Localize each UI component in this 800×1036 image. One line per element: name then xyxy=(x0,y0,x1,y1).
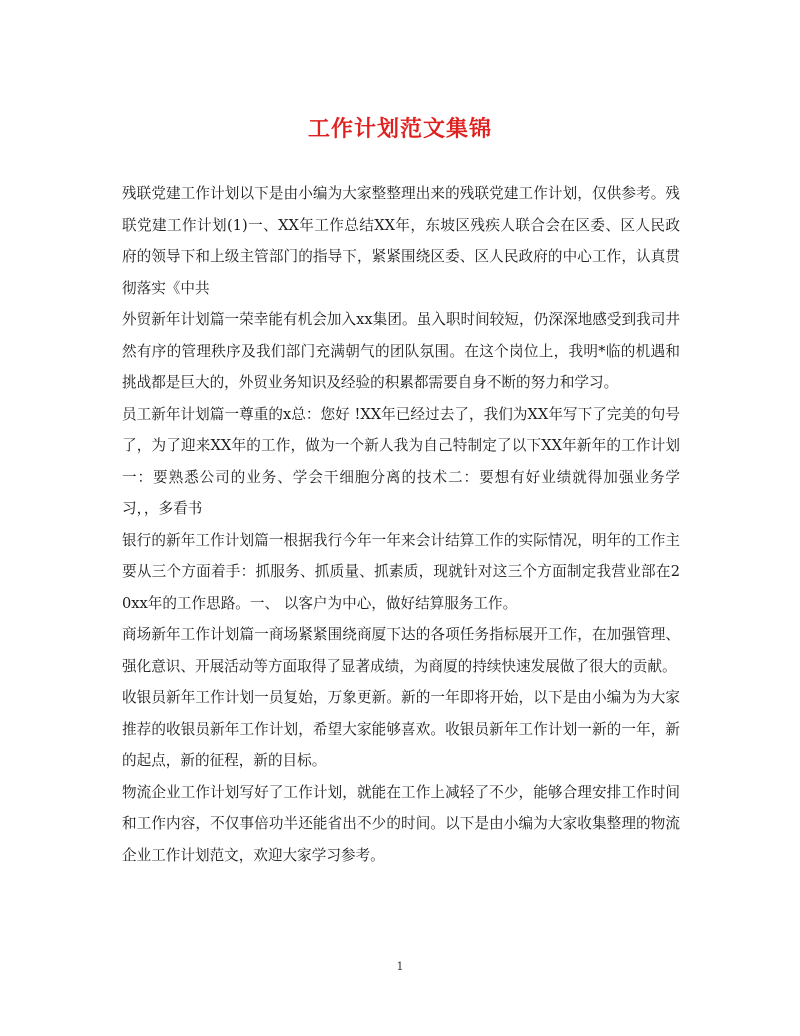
document-title: 工作计划范文集锦 xyxy=(307,116,492,142)
paragraph-bank-plan: 银行的新年工作计划篇一根据我行今年一年来会计结算工作的实际情况，明年的工作主要从三个方面着手：抓服务、抓质量、抓素质，现就针对这三个方面制定我营业部在20xx年的工作思路。一、 以客户为中心，做好结算服务工作。 xyxy=(122,531,680,612)
paragraph-mall-plan: 商场新年工作计划篇一商场紧紧围绕商厦下达的各项任务指标展开工作，在加强管理、强化意识、开展活动等方面取得了显著成绩，为商厦的持续快速发展做了很大的贡献。 xyxy=(122,626,680,675)
page-number: 1 xyxy=(396,960,404,973)
paragraph-employee-plan: 员工新年计划篇一尊重的x总：您好 !XX年已经过去了，我们为XX年写下了完美的句号了，为了迎来XX年的工作，做为一个新人我为自己特制定了以下XX年新年的工作计划一：要熟悉公司的业务、学会干细胞分离的技术二：要想有好业绩就得加强业务学习，，多看书 xyxy=(122,405,680,517)
document-body xyxy=(122,178,680,871)
paragraph-logistics-plan: 物流企业工作计划写好了工作计划，就能在工作上减轻了不少，能够合理安排工作时间和工作内容，不仅事倍功半还能省出不少的时间。以下是由小编为大家收集整理的物流企业工作计划范文，欢迎大家学习参考。 xyxy=(122,783,680,864)
paragraph-foreign-trade-plan: 外贸新年计划篇一荣幸能有机会加入xx集团。虽入职时间较短，仍深深地感受到我司井然有序的管理秩序及我们部门充满朝气的团队氛围。在这个岗位上，我明*临的机遇和挑战都是巨大的，外贸业务知识及经验的积累都需要自身不断的努力和学习。 xyxy=(122,311,680,391)
paragraph-cashier-plan: 收银员新年工作计划一员复始，万象更新。新的一年即将开始，以下是由小编为为大家推荐的收银员新年工作计划，希望大家能够喜欢。收银员新年工作计划一新的一年，新的起点，新的征程，新的目标。 xyxy=(122,689,680,769)
paragraph-party-building-plan: 残联党建工作计划以下是由小编为大家整整理出来的残联党建工作计划，仅供参考。残联党建工作计划(1)一、XX年工作总结XX年，东坡区残疾人联合会在区委、区人民政府的领导下和上级主管部门的指导下，紧紧围绕区委、区人民政府的中心工作，认真贯彻落实《中共 xyxy=(122,185,680,297)
